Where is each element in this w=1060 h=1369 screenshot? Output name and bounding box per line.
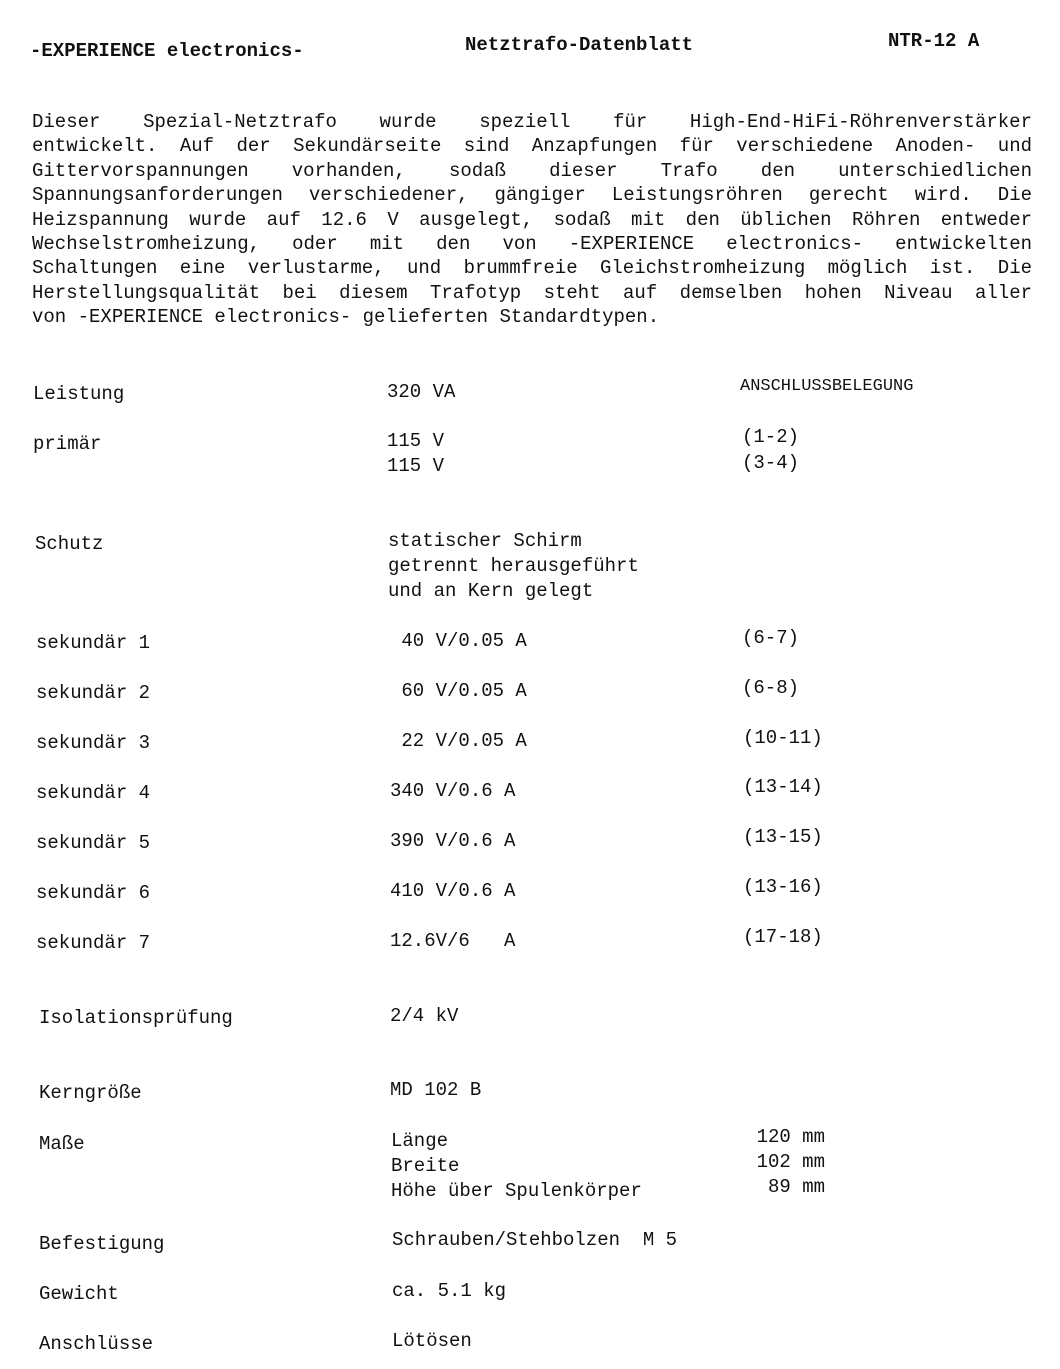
sekundaer-2-label: sekundär 2 xyxy=(36,682,151,704)
sekundaer-7-pin: (17-18) xyxy=(743,926,823,948)
masse-row-name: Länge xyxy=(391,1130,449,1152)
anschluesse-label: Anschlüsse xyxy=(39,1333,154,1355)
isolation-label: Isolationsprüfung xyxy=(39,1007,233,1029)
masse-row-value: 120 mm xyxy=(756,1126,825,1148)
intro-line: entwickelt. Auf der Sekundärseite sind Anzapfungen für verschiedene Anoden- und xyxy=(32,135,1032,158)
sekundaer-1-value: 40 V/0.05 A xyxy=(390,630,527,652)
schutz-line: getrennt herausgeführt xyxy=(388,555,639,577)
sekundaer-4-pin: (13-14) xyxy=(743,776,823,798)
isolation-value: 2/4 kV xyxy=(390,1005,459,1027)
sekundaer-6-pin: (13-16) xyxy=(743,876,823,898)
schutz-line: und an Kern gelegt xyxy=(388,580,594,602)
befestigung-label: Befestigung xyxy=(39,1233,165,1255)
leistung-value: 320 VA xyxy=(387,381,456,403)
sekundaer-5-value: 390 V/0.6 A xyxy=(390,830,516,852)
anschluesse-value: Lötösen xyxy=(392,1330,472,1352)
sekundaer-3-pin: (10-11) xyxy=(743,727,823,749)
schutz-label: Schutz xyxy=(35,533,104,555)
sekundaer-5-pin: (13-15) xyxy=(743,826,823,848)
sekundaer-5-label: sekundär 5 xyxy=(36,832,151,854)
intro-line: Wechselstromheizung, oder mit den von -EXPERIENCE electronics- entwickelten xyxy=(32,233,1032,256)
sekundaer-6-label: sekundär 6 xyxy=(36,882,151,904)
schutz-line: statischer Schirm xyxy=(388,530,582,552)
primaer-value-1: 115 V xyxy=(387,430,445,452)
intro-line: Schaltungen eine verlustarme, und brummfreie Gleichstromheizung möglich ist. Die xyxy=(32,257,1032,280)
sekundaer-7-value: 12.6V/6 A xyxy=(390,930,516,952)
primaer-pin-1: (1-2) xyxy=(742,426,800,448)
model-number: NTR-12 A xyxy=(888,30,980,52)
kern-label: Kerngröße xyxy=(39,1082,142,1104)
sekundaer-3-label: sekundär 3 xyxy=(36,732,151,754)
masse-row-value: 89 mm xyxy=(767,1176,825,1198)
sekundaer-2-value: 60 V/0.05 A xyxy=(390,680,527,702)
primaer-pin-2: (3-4) xyxy=(742,452,800,474)
sekundaer-6-value: 410 V/0.6 A xyxy=(390,880,516,902)
kern-value: MD 102 B xyxy=(390,1079,482,1101)
sekundaer-4-label: sekundär 4 xyxy=(36,782,151,804)
pin-assignment-header: ANSCHLUSSBELEGUNG xyxy=(740,377,914,396)
sekundaer-1-pin: (6-7) xyxy=(742,627,800,649)
gewicht-value: ca. 5.1 kg xyxy=(392,1280,507,1302)
gewicht-label: Gewicht xyxy=(39,1283,119,1305)
primaer-label: primär xyxy=(33,433,102,455)
company-name: -EXPERIENCE electronics- xyxy=(30,40,304,62)
sekundaer-4-value: 340 V/0.6 A xyxy=(390,780,516,802)
intro-line: Dieser Spezial-Netztrafo wurde speziell für High-End-HiFi-Röhrenverstärker xyxy=(32,111,1032,133)
sekundaer-2-pin: (6-8) xyxy=(742,677,800,699)
sekundaer-3-value: 22 V/0.05 A xyxy=(390,730,527,752)
primaer-value-2: 115 V xyxy=(387,455,445,477)
intro-line: Spannungsanforderungen verschiedener, gängiger Leistungsröhren gerecht wird. Die xyxy=(32,184,1032,207)
masse-row-name: Höhe über Spulenkörper xyxy=(391,1180,642,1202)
masse-row-name: Breite xyxy=(391,1155,460,1177)
intro-line: Gittervorspannungen vorhanden, sodaß dieser Trafo den unterschiedlichen xyxy=(32,159,1032,182)
intro-paragraph xyxy=(32,110,1032,330)
befestigung-value: Schrauben/Stehbolzen M 5 xyxy=(392,1229,678,1251)
sekundaer-1-label: sekundär 1 xyxy=(36,632,151,654)
sekundaer-7-label: sekundär 7 xyxy=(36,932,151,954)
intro-line: Herstellungsqualität bei diesem Trafotyp steht auf demselben hohen Niveau aller xyxy=(32,281,1032,304)
document-title: Netztrafo-Datenblatt xyxy=(465,34,694,56)
intro-line: Heizspannung wurde auf 12.6 V ausgelegt, sodaß mit den üblichen Röhren entweder xyxy=(32,208,1032,231)
leistung-label: Leistung xyxy=(33,383,125,405)
masse-label: Maße xyxy=(39,1133,85,1155)
masse-row-value: 102 mm xyxy=(756,1151,825,1173)
intro-line: von -EXPERIENCE electronics- gelieferten Standardtypen. xyxy=(32,306,660,329)
